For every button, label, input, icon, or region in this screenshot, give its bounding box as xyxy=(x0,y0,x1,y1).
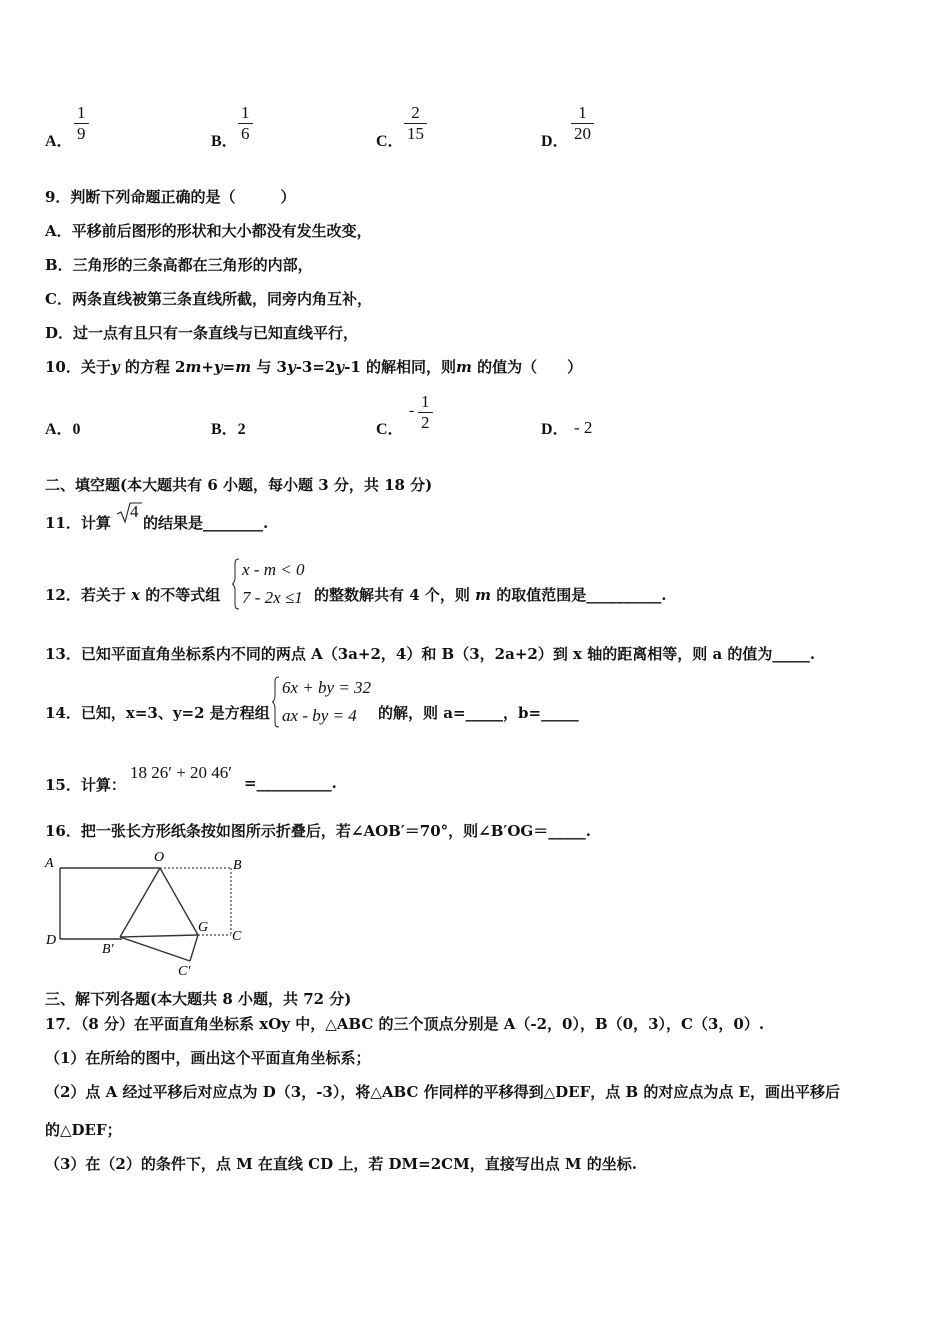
q8-option-a-fraction xyxy=(74,103,89,144)
q17-part-2-cont: 的△DEF； xyxy=(45,1121,122,1139)
q17-part-3: （3）在（2）的条件下，点 M 在直线 CD 上，若 DM=2CM，直接写出点 M 的坐标. xyxy=(45,1155,637,1173)
q10-option-c-sign: - xyxy=(409,402,415,419)
q9-option-d: D．过一点有且只有一条直线与已知直线平行， xyxy=(45,324,359,342)
q10-option-d-value: - 2 xyxy=(574,418,593,437)
q14-equation-2: ax - by = 4 xyxy=(282,706,357,725)
q8-option-a-label: A． xyxy=(45,133,73,150)
denominator: 9 xyxy=(77,124,86,143)
q10-text: 与 3 xyxy=(251,358,287,376)
figure-label-c: C xyxy=(232,929,242,944)
figure-label-b-prime: B′ xyxy=(102,942,114,957)
numerator: 1 xyxy=(578,103,587,122)
q8-option-c-fraction xyxy=(404,103,427,144)
q10-var: y xyxy=(286,358,296,376)
q8-option-c-label: C． xyxy=(376,133,404,150)
figure-label-a: A xyxy=(45,856,54,871)
q8-option-d-label: D． xyxy=(541,133,569,150)
q11-suffix: 的结果是________. xyxy=(143,514,269,532)
numerator: 1 xyxy=(77,103,86,122)
q10-text: 10．关于 xyxy=(45,358,111,376)
q12-prefix xyxy=(45,584,220,605)
q12-inequality-1: x - m < 0 xyxy=(242,560,305,579)
q12-text: 的不等式组 xyxy=(145,586,221,604)
q12-inequality-2: 7 - 2x ≤1 xyxy=(242,588,303,607)
q10-option-b: B．2 xyxy=(211,421,246,438)
q8-option-b-label: B． xyxy=(211,133,238,150)
q15-expression: 18 26′ + 20 46′ xyxy=(130,763,233,782)
q10-var: y xyxy=(335,358,345,376)
q8-option-b-fraction xyxy=(238,103,253,144)
q9-stem: 9．判断下列命题正确的是（ ） xyxy=(45,188,296,206)
q12-text: 12．若关于 xyxy=(45,586,126,604)
q10-option-c-fraction xyxy=(418,392,433,433)
q12-text: 的整数解共有 4 个，则 xyxy=(314,586,470,604)
q10-var: y xyxy=(110,358,120,376)
denominator: 6 xyxy=(241,124,250,143)
numerator: 1 xyxy=(421,392,430,411)
q12-text: 的取值范围是__________. xyxy=(496,586,667,604)
q16-text: 16．把一张长方形纸条按如图所示折叠后，若∠AOB′＝70°，则∠B′OG＝_____. xyxy=(45,822,591,840)
section-fill-in-title: 二、填空题(本大题共有 6 小题，每小题 3 分，共 18 分) xyxy=(45,476,433,494)
q15-suffix: =__________. xyxy=(244,774,337,792)
figure-label-d: D xyxy=(46,933,57,948)
q10-stem xyxy=(45,356,582,377)
q10-text: -1 的解相同，则 xyxy=(344,358,456,376)
q13-text: 13．已知平面直角坐标系内不同的两点 A（3a+2，4）和 B（3，2a+2）到 x 轴的距离相等，则 a 的值为_____. xyxy=(45,645,816,663)
q10-text: 的值为（ ） xyxy=(471,358,583,376)
q14-prefix: 14．已知，x=3、y=2 是方程组 xyxy=(45,704,270,722)
q14-suffix: 的解，则 a=_____，b=_____ xyxy=(378,704,579,722)
denominator: 2 xyxy=(421,413,430,432)
q12-suffix xyxy=(314,584,666,605)
denominator: 15 xyxy=(407,124,424,143)
folded-paper-figure xyxy=(40,845,255,980)
q10-option-a: A．0 xyxy=(45,421,81,438)
q9-option-a: A．平移前后图形的形状和大小都没有发生改变， xyxy=(45,222,372,240)
figure-label-g: G xyxy=(198,920,209,935)
q9-option-b: B．三角形的三条高都在三角形的内部， xyxy=(45,256,313,274)
q17-part-1: （1）在所给的图中，画出这个平面直角坐标系； xyxy=(45,1049,371,1067)
q9-option-c: C．两条直线被第三条直线所截，同旁内角互补， xyxy=(45,290,372,308)
figure-label-o: O xyxy=(154,850,165,865)
q10-text: 的方程 2 xyxy=(119,358,186,376)
q14-equation-1: 6x + by = 32 xyxy=(282,678,372,697)
q10-var: m xyxy=(455,358,472,376)
figure-label-b: B xyxy=(233,858,242,873)
numerator: 2 xyxy=(411,103,420,122)
numerator: 1 xyxy=(241,103,250,122)
q15-prefix: 15．计算： xyxy=(45,776,126,794)
section-solve-title: 三、解下列各题(本大题共 8 小题，共 72 分) xyxy=(45,990,352,1008)
q8-option-d-fraction xyxy=(571,103,594,144)
figure-label-c-prime: C′ xyxy=(178,964,191,979)
q10-equation: m+y=m xyxy=(185,358,252,376)
q10-text: -3=2 xyxy=(295,358,336,376)
q11-radicand: 4 xyxy=(130,502,139,521)
q17-part-2: （2）点 A 经过平移后对应点为 D（3，-3），将△ABC 作同样的平移得到△DEF，点 B 的对应点为点 E，画出平移后 xyxy=(45,1083,841,1101)
left-brace-icon xyxy=(271,676,281,728)
q10-option-c-label: C． xyxy=(376,421,404,438)
q12-var: m xyxy=(475,586,491,604)
q11-prefix: 11．计算 xyxy=(45,514,111,532)
denominator: 20 xyxy=(574,124,591,143)
q10-option-d-label: D． xyxy=(541,421,569,438)
left-brace-icon xyxy=(231,558,241,610)
q12-var: x xyxy=(131,586,141,604)
q17-stem: 17．（8 分）在平面直角坐标系 xOy 中，△ABC 的三个顶点分别是 A（-2，0），B（0，3），C（3，0）. xyxy=(45,1015,765,1033)
